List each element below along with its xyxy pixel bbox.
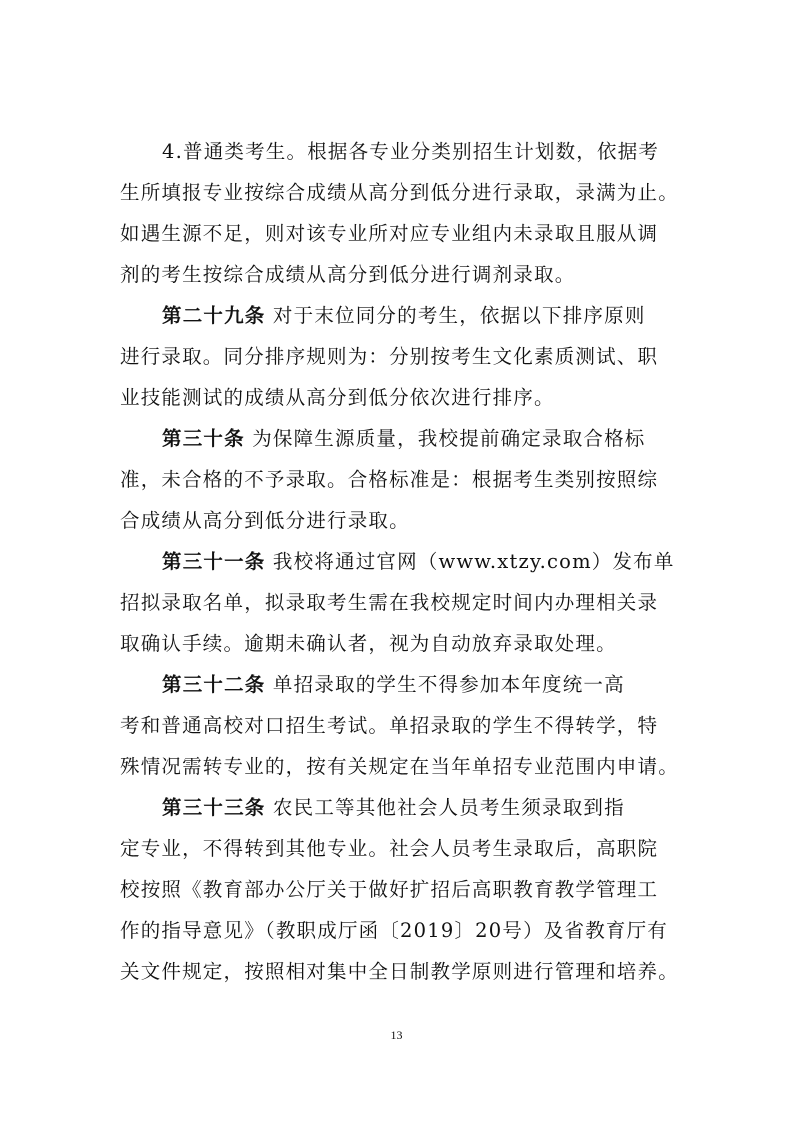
- article-32-line-3: 殊情况需转专业的，按有关规定在当年单招专业范围内申请。: [120, 755, 679, 778]
- article-29-line-3: 业技能测试的成绩从高分到低分依次进行排序。: [120, 386, 555, 409]
- article-30-line-3: 合成绩从高分到低分进行录取。: [120, 509, 410, 532]
- article-33-line-5: 关文件规定，按照相对集中全日制教学原则进行管理和培养。: [120, 960, 679, 983]
- article-31-line-3: 取确认手续。逾期未确认者，视为自动放弃录取处理。: [120, 632, 617, 655]
- article-31-heading: 第三十一条: [162, 550, 266, 573]
- article-30-line-2: 准，未合格的不予录取。合格标准是：根据考生类别按照综: [120, 468, 659, 491]
- article-29-first-text: 对于末位同分的考生，依据以下排序原则: [265, 304, 646, 327]
- article-30-first-text: 为保障生源质量，我校提前确定录取合格标: [244, 427, 646, 450]
- article-31-first-text: 我校将通过官网（www.xtzy.com）发布单: [265, 550, 675, 573]
- article-29-line-2: 进行录取。同分排序规则为：分别按考生文化素质测试、职: [120, 345, 659, 368]
- article-31-line-2: 招拟录取名单，拟录取考生需在我校规定时间内办理相关录: [120, 591, 659, 614]
- article-33-first-line: [162, 794, 625, 822]
- article-32-line-2: 考和普通高校对口招生考试。单招录取的学生不得转学，特: [120, 714, 659, 737]
- page-number: 13: [390, 1028, 403, 1042]
- article-29-heading: 第二十九条: [162, 304, 266, 327]
- article-33-line-3: 校按照《教育部办公厅关于做好扩招后高职教育教学管理工: [120, 878, 659, 901]
- article-31-first-line: [162, 548, 675, 576]
- article-33-first-text: 农民工等其他社会人员考生须录取到指: [265, 796, 625, 819]
- article-30-first-line: [162, 425, 646, 453]
- article-32-first-line: [162, 671, 625, 699]
- article-32-heading: 第三十二条: [162, 673, 266, 696]
- paragraph-1-line-1: 4.普通类考生。根据各专业分类别招生计划数，依据考: [162, 140, 660, 163]
- article-30-heading: 第三十条: [162, 427, 245, 450]
- article-32-first-text: 单招录取的学生不得参加本年度统一高: [265, 673, 625, 696]
- article-33-heading: 第三十三条: [162, 796, 266, 819]
- article-33-line-2: 定专业，不得转到其他专业。社会人员考生录取后，高职院: [120, 837, 659, 860]
- paragraph-1-line-4: 剂的考生按综合成绩从高分到低分进行调剂录取。: [120, 263, 576, 286]
- article-33-line-4: 作的指导意见》（教职成厅函〔2019〕20号）及省教育厅有: [120, 919, 668, 942]
- article-29-first-line: [162, 302, 646, 330]
- paragraph-1-line-3: 如遇生源不足，则对该专业所对应专业组内未录取且服从调: [120, 222, 659, 245]
- paragraph-1-line-2: 生所填报专业按综合成绩从高分到低分进行录取，录满为止。: [120, 181, 679, 204]
